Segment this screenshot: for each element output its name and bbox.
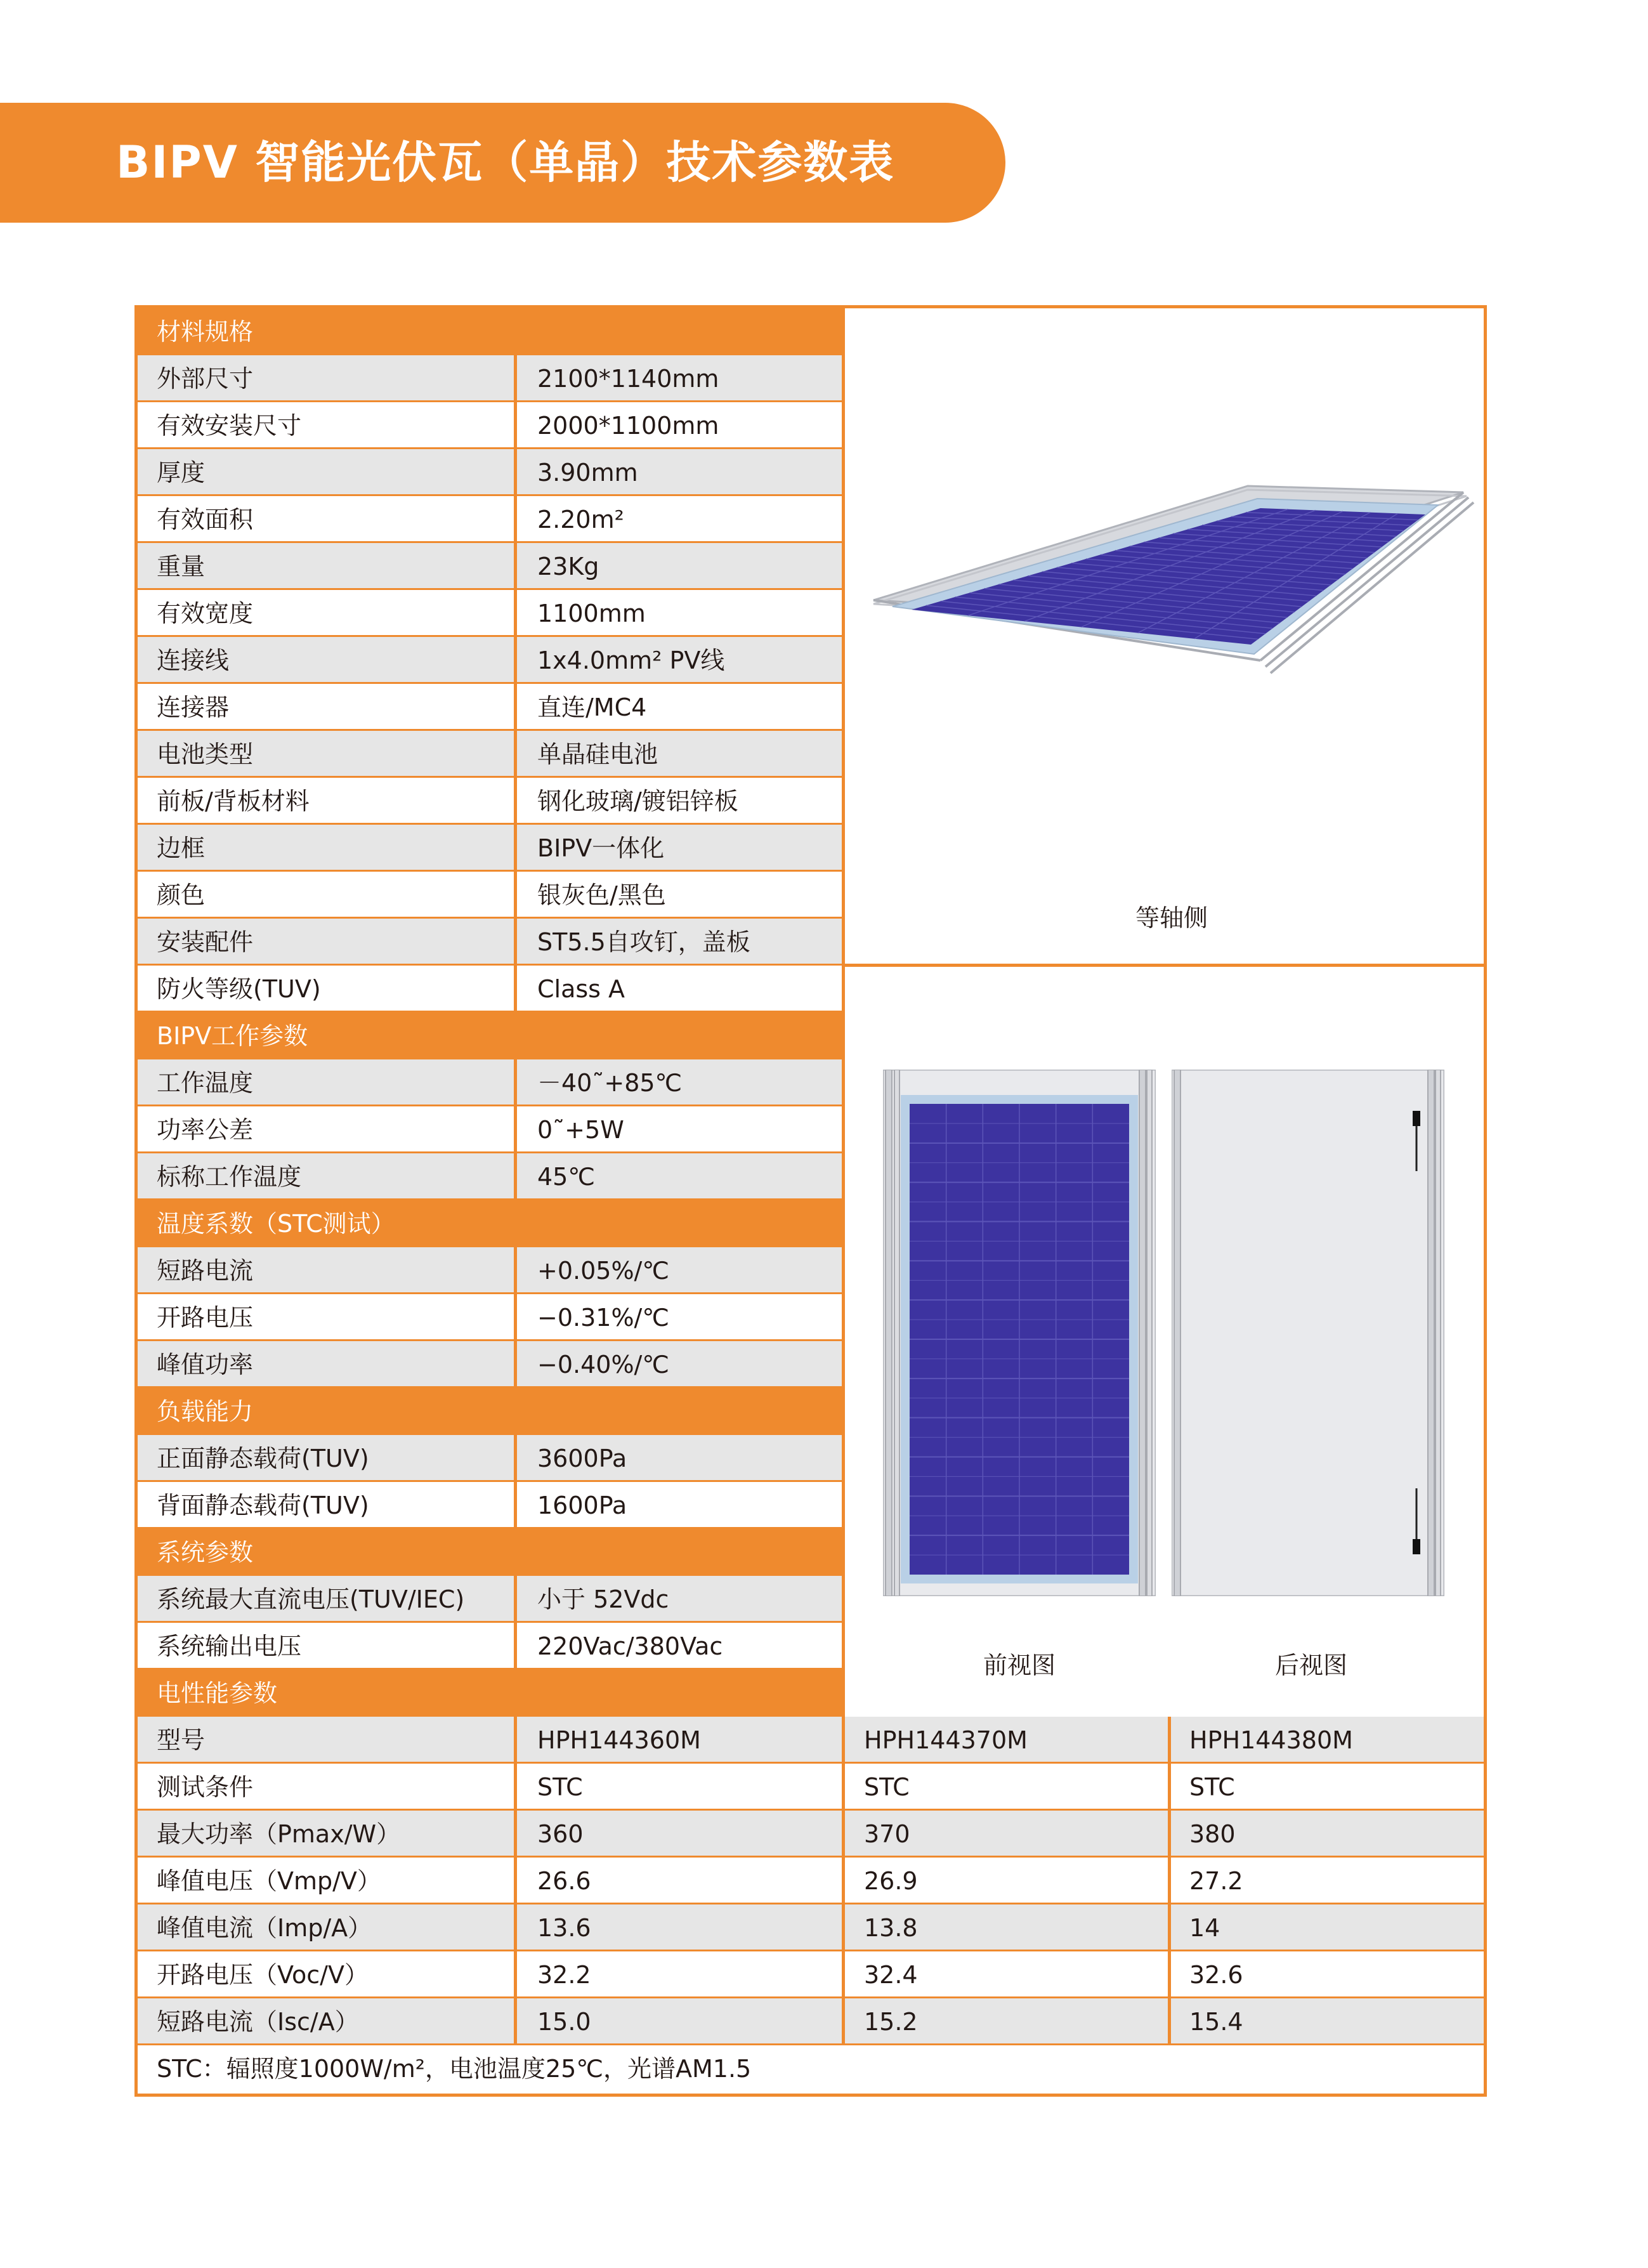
image-divider bbox=[842, 964, 1484, 967]
row-value: 单晶硅电池 bbox=[537, 740, 658, 768]
isometric-panel-image bbox=[867, 454, 1476, 721]
row-value: 1x4.0mm² PV线 bbox=[537, 646, 725, 674]
section-title: 温度系数（STC测试） bbox=[157, 1210, 395, 1238]
row-value: 直连/MC4 bbox=[537, 693, 647, 721]
row-value: ST5.5自攻钉，盖板 bbox=[537, 928, 750, 956]
title-banner bbox=[0, 103, 1005, 223]
table-row bbox=[138, 731, 844, 778]
page-title: BIPV 智能光伏瓦（单晶）技术参数表 bbox=[116, 136, 895, 188]
column-divider bbox=[514, 1576, 517, 1670]
row-label: 测试条件 bbox=[157, 1773, 254, 1801]
column-divider bbox=[514, 1059, 517, 1200]
row-value: 3600Pa bbox=[537, 1445, 627, 1472]
row-value: 2000*1100mm bbox=[537, 412, 719, 440]
row-value: 15.2 bbox=[864, 2008, 918, 2036]
table-row bbox=[138, 825, 844, 872]
section-title: 电性能参数 bbox=[157, 1679, 278, 1707]
row-value: HPH144360M bbox=[537, 1726, 701, 1754]
row-value: −0.40%/℃ bbox=[537, 1351, 670, 1379]
section-title: 系统参数 bbox=[157, 1538, 254, 1566]
section-header-electrical bbox=[138, 1670, 844, 1717]
row-label: 短路电流（Isc/A） bbox=[157, 2008, 359, 2036]
row-label: 型号 bbox=[157, 1726, 206, 1754]
row-value: STC bbox=[1189, 1773, 1235, 1801]
row-label: 背面静态载荷(TUV) bbox=[157, 1491, 369, 1519]
column-divider bbox=[514, 355, 517, 1013]
row-label: 安装配件 bbox=[157, 928, 254, 956]
row-value: －40˜+85℃ bbox=[537, 1069, 683, 1097]
row-value: 370 bbox=[864, 1820, 910, 1848]
column-divider bbox=[514, 1717, 517, 2045]
row-label: 正面静态载荷(TUV) bbox=[157, 1445, 369, 1472]
table-row bbox=[138, 1059, 844, 1106]
table-row bbox=[138, 1106, 844, 1153]
row-value: Class A bbox=[537, 975, 625, 1003]
table-row bbox=[138, 637, 844, 684]
row-value: 银灰色/黑色 bbox=[537, 881, 666, 909]
table-row bbox=[138, 1435, 844, 1482]
table-row bbox=[138, 1811, 1484, 1858]
row-label: 有效宽度 bbox=[157, 600, 254, 627]
row-value: +0.05%/℃ bbox=[537, 1257, 670, 1285]
section-header-material bbox=[138, 308, 844, 355]
row-label: 连接器 bbox=[157, 693, 230, 721]
row-value: 32.2 bbox=[537, 1961, 591, 1989]
row-label: 颜色 bbox=[157, 881, 206, 909]
row-value: 23Kg bbox=[537, 553, 599, 580]
row-value: 0˜+5W bbox=[537, 1116, 624, 1144]
section-title: BIPV工作参数 bbox=[157, 1022, 308, 1050]
footnote-row bbox=[138, 2045, 1484, 2092]
table-row bbox=[138, 496, 844, 543]
row-label: 重量 bbox=[157, 553, 206, 580]
row-label: 系统输出电压 bbox=[157, 1632, 302, 1660]
row-value: 14 bbox=[1189, 1914, 1220, 1942]
section-header-temp_coef bbox=[138, 1200, 844, 1247]
row-value: 32.4 bbox=[864, 1961, 918, 1989]
column-divider bbox=[842, 1717, 845, 2045]
row-value: 3.90mm bbox=[537, 459, 638, 487]
row-value: 220Vac/380Vac bbox=[537, 1632, 723, 1660]
row-value: 26.9 bbox=[864, 1867, 918, 1895]
table-row bbox=[138, 543, 844, 590]
row-label: 防火等级(TUV) bbox=[157, 975, 321, 1003]
table-row bbox=[138, 1951, 1484, 1998]
row-label: 有效安装尺寸 bbox=[157, 412, 302, 440]
column-divider bbox=[842, 308, 845, 1717]
row-label: 开路电压 bbox=[157, 1304, 254, 1332]
table-row bbox=[138, 1576, 844, 1623]
row-value: 32.6 bbox=[1189, 1961, 1243, 1989]
row-value: 15.4 bbox=[1189, 2008, 1243, 2036]
back-view-image bbox=[1172, 1070, 1444, 1596]
row-value: 45℃ bbox=[537, 1163, 596, 1191]
row-label: 电池类型 bbox=[157, 740, 254, 768]
table-row bbox=[138, 778, 844, 825]
table-row bbox=[138, 1247, 844, 1294]
back-view-caption: 后视图 bbox=[1274, 1651, 1347, 1679]
row-value: 2100*1140mm bbox=[537, 365, 719, 393]
row-label: 工作温度 bbox=[157, 1069, 254, 1097]
table-row bbox=[138, 355, 844, 402]
row-value: 13.6 bbox=[537, 1914, 591, 1942]
table-row bbox=[138, 1998, 1484, 2045]
column-divider bbox=[514, 1247, 517, 1388]
row-label: 短路电流 bbox=[157, 1257, 254, 1285]
row-value: STC bbox=[537, 1773, 583, 1801]
footnote: STC：辐照度1000W/m²，电池温度25℃，光谱AM1.5 bbox=[157, 2055, 752, 2083]
row-label: 系统最大直流电压(TUV/IEC) bbox=[157, 1585, 465, 1613]
row-label: 前板/背板材料 bbox=[157, 787, 310, 815]
row-label: 标称工作温度 bbox=[157, 1163, 302, 1191]
table-row bbox=[138, 684, 844, 731]
column-divider bbox=[1168, 1717, 1171, 2045]
row-value: 380 bbox=[1189, 1820, 1236, 1848]
spec-table bbox=[134, 305, 1487, 2097]
row-label: 峰值电压（Vmp/V） bbox=[157, 1867, 381, 1895]
row-value: BIPV一体化 bbox=[537, 834, 665, 862]
row-label: 最大功率（Pmax/W） bbox=[157, 1820, 401, 1848]
table-row bbox=[138, 402, 844, 449]
isometric-caption: 等轴侧 bbox=[1135, 904, 1208, 932]
table-row bbox=[138, 590, 844, 637]
row-value: −0.31%/℃ bbox=[537, 1304, 670, 1332]
table-row bbox=[138, 872, 844, 919]
row-value: 1100mm bbox=[537, 600, 646, 627]
row-label: 厚度 bbox=[157, 459, 206, 487]
row-value: 13.8 bbox=[864, 1914, 918, 1942]
front-view-image bbox=[883, 1070, 1156, 1596]
row-label: 功率公差 bbox=[157, 1116, 254, 1144]
table-row bbox=[138, 1341, 844, 1388]
row-value: 360 bbox=[537, 1820, 584, 1848]
table-row bbox=[138, 1294, 844, 1341]
row-value: 小于 52Vdc bbox=[537, 1585, 669, 1613]
row-value: 27.2 bbox=[1189, 1867, 1243, 1895]
row-value: 1600Pa bbox=[537, 1491, 627, 1519]
row-label: 峰值电流（Imp/A） bbox=[157, 1914, 372, 1942]
row-value: HPH144380M bbox=[1189, 1726, 1353, 1754]
row-label: 外部尺寸 bbox=[157, 365, 254, 393]
table-row bbox=[138, 1623, 844, 1670]
row-value: 15.0 bbox=[537, 2008, 591, 2036]
table-row bbox=[138, 1153, 844, 1200]
row-value: 钢化玻璃/镀铝锌板 bbox=[537, 787, 738, 815]
row-value: STC bbox=[864, 1773, 910, 1801]
row-value: HPH144370M bbox=[864, 1726, 1028, 1754]
table-row bbox=[138, 1764, 1484, 1811]
table-row bbox=[138, 449, 844, 496]
section-header-load bbox=[138, 1388, 844, 1435]
section-header-bipv bbox=[138, 1013, 844, 1059]
front-view-caption: 前视图 bbox=[983, 1651, 1056, 1679]
section-title: 材料规格 bbox=[157, 318, 254, 346]
table-row bbox=[138, 919, 844, 966]
row-label: 边框 bbox=[157, 834, 206, 862]
table-row bbox=[138, 966, 844, 1013]
row-value: 2.20m² bbox=[537, 506, 624, 534]
table-row bbox=[138, 1904, 1484, 1951]
column-divider bbox=[514, 1435, 517, 1529]
table-row bbox=[138, 1717, 1484, 1764]
row-value: 26.6 bbox=[537, 1867, 591, 1895]
table-row bbox=[138, 1858, 1484, 1904]
row-label: 有效面积 bbox=[157, 506, 254, 534]
row-label: 开路电压（Voc/V） bbox=[157, 1961, 369, 1989]
row-label: 峰值功率 bbox=[157, 1351, 254, 1379]
section-title: 负载能力 bbox=[157, 1398, 254, 1426]
section-header-system bbox=[138, 1529, 844, 1576]
table-row bbox=[138, 1482, 844, 1529]
row-label: 连接线 bbox=[157, 646, 230, 674]
